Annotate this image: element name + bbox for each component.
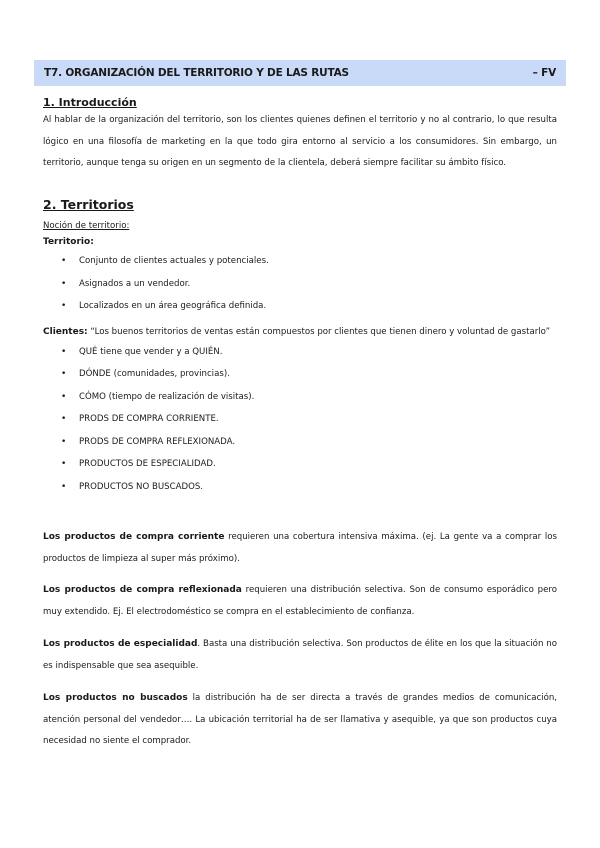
paragraph-text [43,688,557,753]
list-item: • PRODS DE COMPRA CORRIENTE. [43,408,557,431]
clientes-list [43,341,557,499]
clientes-label: Clientes: [43,326,88,337]
clientes-line [43,327,557,337]
nocion-subheading: Noción de territorio: [43,221,130,231]
paragraph-bold-lead: Los productos no buscados [43,693,188,703]
paragraph-body: requieren una distribución selectiva. Son de consumo esporádico pero muy extendido. Ej. El electrodoméstico se compra en el establecimiento de confianza. [43,585,557,617]
list-item: • PRODUCTOS NO BUSCADOS. [43,476,557,499]
paragraph-body: requieren una cobertura intensiva máxima. (ej. La gente va a comprar los productos de limpieza al super más próximo). [43,532,557,564]
clientes-quote: “Los buenos territorios de ventas están compuestos por clientes que tienen dinero y voluntad de gastarlo” [87,326,551,337]
paragraph-especialidad [43,634,557,677]
paragraph-compra-corriente [43,527,557,570]
territorio-list [43,250,557,318]
paragraph-body: . Basta una distribución selectiva. Son productos de élite en los que la situación no es indispensable que sea asequible. [43,639,557,671]
intro-section [43,96,557,175]
paragraph-body: la distribución ha de ser directa a través de grandes medios de comunicación, atención personal del vendedor…. La ubicación territorial ha de ser llamativa y asequible, ya que son productos cuya necesidad no siente el comprador. [43,693,558,746]
paragraph-bold-lead: Los productos de especialidad [43,639,198,649]
intro-heading: 1. Introducción [43,96,137,109]
list-item: • PRODUCTOS DE ESPECIALIDAD. [43,453,557,476]
list-item: • DÓNDE (comunidades, provincias). [43,363,557,386]
paragraph-text [43,634,557,677]
territorio-label: Territorio: [43,237,94,247]
list-item: • QUÉ tiene que vender y a QUIÉN. [43,341,557,364]
list-item: • Conjunto de clientes actuales y potenciales. [43,250,557,273]
intro-paragraph: Al hablar de la organización del territorio, son los clientes quienes definen el territorio y no al contrario, lo que resulta lógico en una filosofía de marketing en la que todo gira entorno al servicio a los consumidores. Sin embargo, un territorio, aunque tenga su origen en un segmento de la clientela, deberá siempre facilitar su ámbito físico. [43,115,557,168]
territorios-heading: 2. Territorios [43,197,134,212]
document-title: T7. ORGANIZACIÓN DEL TERRITORIO Y DE LAS RUTAS [44,67,349,79]
paragraph-no-buscados [43,688,557,753]
author-tag: – FV [532,67,556,79]
territorios-section [43,197,557,498]
paragraph-compra-reflexionada [43,580,557,623]
paragraph-bold-lead: Los productos de compra reflexionada [43,585,242,595]
paragraph-text [43,527,557,570]
list-item: • Localizados en un área geográfica definida. [43,295,557,318]
paragraph-text [43,580,557,623]
title-band [34,60,566,86]
list-item: • PRODS DE COMPRA REFLEXIONADA. [43,431,557,454]
list-item: • Asignados a un vendedor. [43,273,557,296]
list-item: • CÓMO (tiempo de realización de visitas). [43,386,557,409]
paragraph-bold-lead: Los productos de compra corriente [43,532,225,542]
